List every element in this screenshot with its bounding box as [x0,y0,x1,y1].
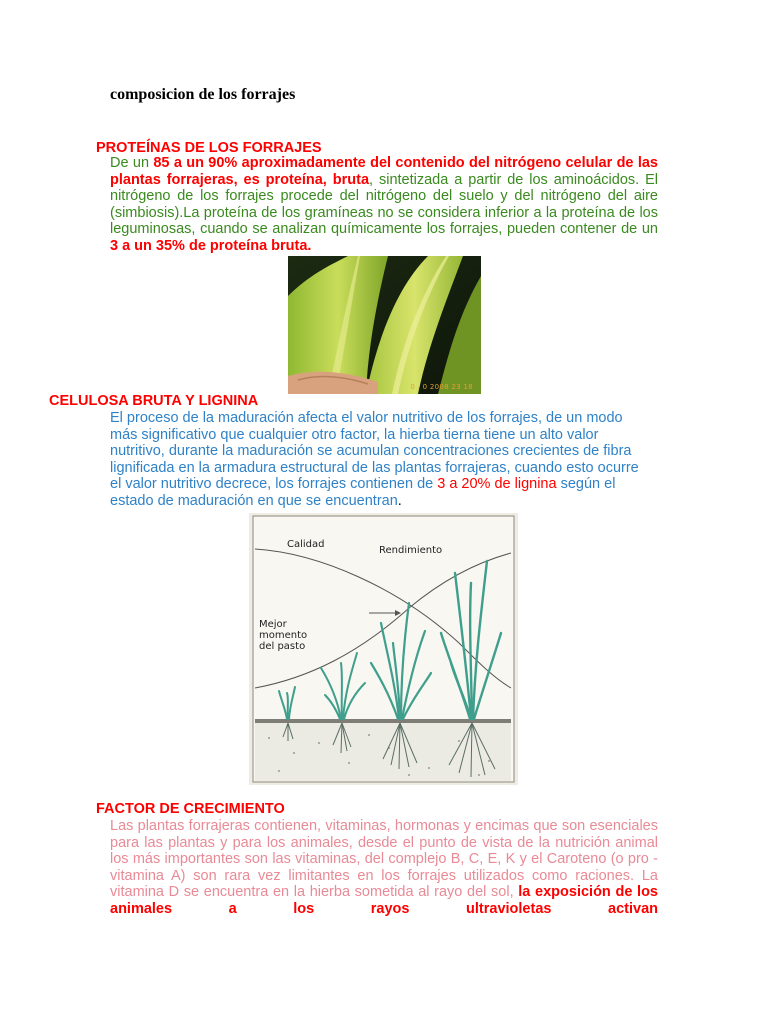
paragraph-celulosa-end: . [397,492,402,509]
highlight-lignin-range: 3 a 20% de lignina [437,476,557,493]
forage-leaf-photo [288,256,481,394]
paragraph-factor-body: Las plantas forrajeras contienen, vitaminas, hormonas y encimas que son esenciales para las plantas y para los animales, desde el punto de vista de la nutrición animal los más importantes son las vitaminas, del complejo B, C, E, K y el Caroteno (o pro - vitamina A) son rara vez limitantes en los forrajes utilizados como raciones. La vitamina D se encuentra en la hierba sometida al rayo del sol, [110,818,658,901]
paragraph-proteinas-prefix: De un [110,155,154,171]
photo-date-stamp: 0 . 0 2008 23 18 [410,383,473,391]
highlight-protein-range: 3 a un 35% de proteína bruta. [110,237,312,254]
maturity-diagram [249,513,518,785]
paragraph-proteinas [110,155,658,255]
heading-celulosa: CELULOSA BRUTA Y LIGNINA [49,393,259,409]
paragraph-celulosa-tail: según el estado de maduración en que se encuentran [110,476,616,509]
heading-factor-crecimiento: FACTOR DE CRECIMIENTO [96,801,285,817]
highlight-protein-percent: 85 a un 90% aproximadamente del contenido del nitrógeno celular de las plantas forrajeras, es proteína, bruta [110,155,658,188]
paragraph-celulosa-body: El proceso de la maduración afecta el valor nutritivo de los forrajes, de un modo más significativo que cualquier otro factor, la hierba tierna tiene un alto valor nutritivo, durante la maduración se acumulan concentraciones crecientes de fibra lignificada en la armadura estructural de las plantas forrajeras, cuando esto ocurre el valor nutritivo decrece, los forrajes contienen de [110,410,639,493]
paragraph-factor-crecimiento [110,818,658,918]
paragraph-celulosa [110,410,640,510]
document-title: composicion de los forrajes [110,86,296,103]
highlight-ultraviolet: la exposición de los animales a los rayos ultravioletas activan [110,884,658,917]
diagram-label-quality: Calidad [287,539,325,550]
heading-proteinas: PROTEÍNAS DE LOS FORRAJES [96,140,322,156]
leaf-image [288,256,481,394]
paragraph-proteinas-body: , sintetizada a partir de los aminoácidos. El nitrógeno de los forrajes procede del nitrógeno del suelo y del nitrógeno del aire (simbiosis).La proteína de los gramíneas no se considera inferior a la proteína de los leguminosas, cuando se analizan químicamente los forrajes, pueden contener de un [110,171,658,238]
diagram-label-best-moment: Mejor momento del pasto [259,619,308,652]
diagram-label-yield: Rendimiento [379,545,443,556]
